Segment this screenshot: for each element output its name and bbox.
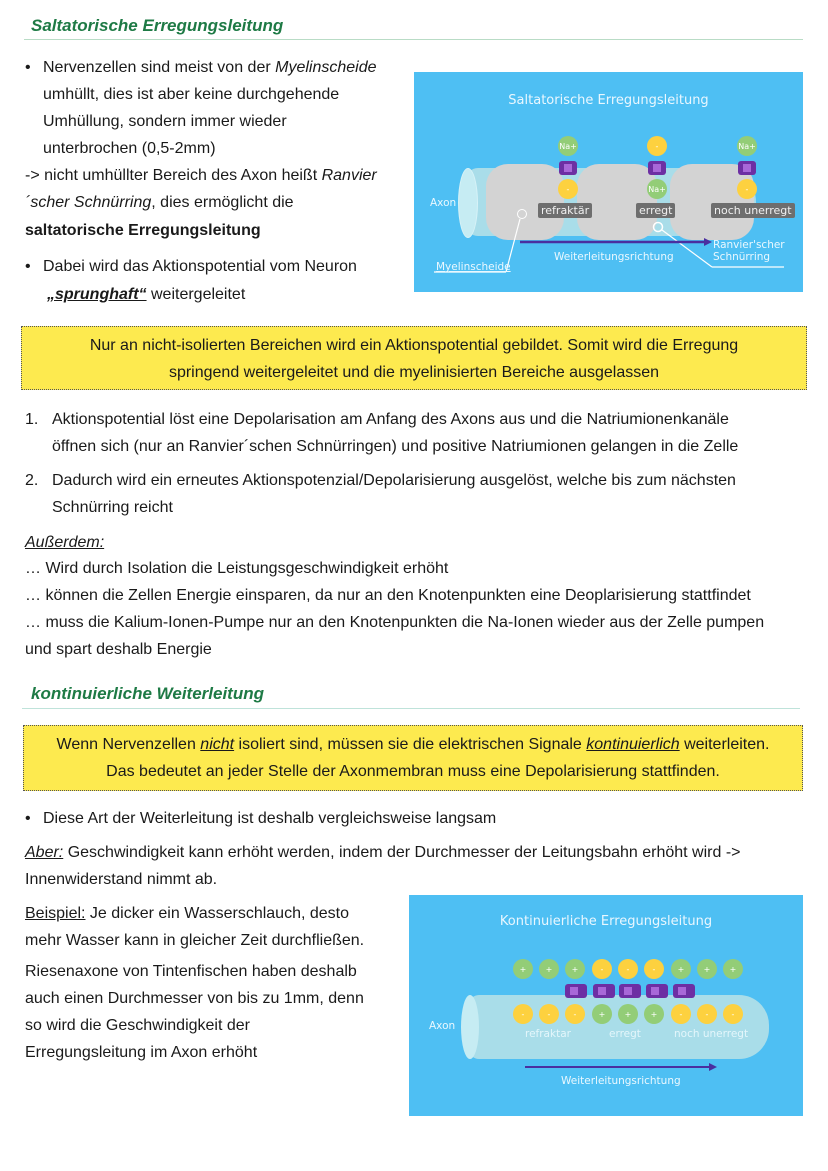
- negative-ion: -: [723, 1004, 743, 1024]
- state-label-unexcited: noch unerregt: [674, 1028, 749, 1040]
- ausserdem-line: … können die Zellen Energie einsparen, da nur an den Knotenpunkten eine Deoplarisierung stattfindet: [25, 587, 751, 604]
- diagram-title: Saltatorische Erregungsleitung: [508, 93, 709, 108]
- callout-line: Nur an nicht-isolierten Bereichen wird ein Aktionspotential gebildet. Somit wird die Erregung: [89, 337, 739, 354]
- step-text: Schnürring reicht: [52, 499, 173, 516]
- callout-line: Wenn Nervenzellen nicht isoliert sind, müssen sie die elektrischen Signale kontinuierlich weiterleiten.: [56, 736, 770, 753]
- sodium-ion: Na+: [737, 136, 757, 156]
- saltatory-diagram: [414, 72, 803, 292]
- negative-ion: -: [592, 959, 612, 979]
- section-heading-kontinuierlich: kontinuierliche Weiterleitung: [31, 684, 264, 703]
- charge-ion: -: [558, 179, 578, 199]
- state-label-refractory: refraktar: [525, 1028, 571, 1040]
- beispiel-line: mehr Wasser kann in gleicher Zeit durchfließen.: [25, 932, 365, 949]
- direction-label: Weiterleitungsrichtung: [554, 251, 674, 263]
- ranvier-label: Schnürring: [713, 251, 771, 263]
- aber-line: Innenwiderstand nimmt ab.: [25, 871, 218, 888]
- bullet-line: umhüllt, dies ist aber keine durchgehende: [43, 86, 340, 103]
- state-label-excited: erregt: [636, 203, 675, 218]
- sodium-ion: Na+: [558, 136, 578, 156]
- myelin-label: Myelinscheide: [436, 261, 511, 273]
- state-label-refractory: refraktär: [538, 203, 592, 218]
- charge-ion: -: [737, 179, 757, 199]
- axon-label: Axon: [430, 197, 457, 209]
- heading-rule: [22, 708, 800, 709]
- beispiel-line: auch einen Durchmesser von bis zu 1mm, denn: [25, 990, 364, 1007]
- positive-ion: +: [671, 959, 691, 979]
- state-label-excited: erregt: [609, 1028, 641, 1040]
- bullet-line: • Dabei wird das Aktionspotential vom Neuron: [43, 257, 357, 277]
- sodium-ion: Na+: [647, 179, 667, 199]
- callout-continuous: [23, 725, 803, 791]
- aber-line: Aber: Geschwindigkeit kann erhöht werden, indem der Durchmesser der Leitungsbahn erhöht wird ->: [25, 844, 741, 861]
- negative-ion: -: [565, 1004, 585, 1024]
- note-bold-term: saltatorische Erregungsleitung: [25, 222, 261, 239]
- direction-label: Weiterleitungsrichtung: [561, 1075, 681, 1087]
- axon-label: Axon: [429, 1020, 456, 1032]
- step-text: Aktionspotential löst eine Depolarisation am Anfang des Axons aus und die Natriumionenkanäle: [52, 411, 729, 428]
- step-number: 2.: [25, 472, 39, 489]
- beispiel-line: Beispiel: Je dicker ein Wasserschlauch, desto: [25, 905, 350, 922]
- callout-line: Das bedeutet an jeder Stelle der Axonmembran muss eine Depolarisierung stattfinden.: [106, 763, 720, 780]
- ausserdem-label: Außerdem:: [25, 534, 105, 551]
- negative-ion: -: [671, 1004, 691, 1024]
- step-text: Dadurch wird ein erneutes Aktionspotenzial/Depolarisierung ausgelöst, welche bis zum nächsten: [52, 472, 736, 489]
- bullet-line: • Diese Art der Weiterleitung ist deshalb vergleichsweise langsam: [43, 809, 496, 829]
- diagram-title: Kontinuierliche Erregungsleitung: [499, 914, 713, 929]
- heading-rule: [24, 39, 803, 40]
- ausserdem-line: und spart deshalb Energie: [25, 641, 212, 658]
- bullet-line: „sprunghaft“ weitergeleitet: [47, 286, 246, 303]
- positive-ion: +: [565, 959, 585, 979]
- step-number: 1.: [25, 411, 39, 428]
- state-label-unexcited: noch unerregt: [711, 203, 795, 218]
- ausserdem-line: … muss die Kalium-Ionen-Pumpe nur an den Knotenpunkten die Na-Ionen wieder aus der Zelle pumpen: [25, 614, 765, 631]
- positive-ion: +: [723, 959, 743, 979]
- step-text: öffnen sich (nur an Ranvier´schen Schnürringen) und positive Natriumionen gelangen in die Zelle: [52, 438, 739, 455]
- ranvier-label: Ranvier'scher: [713, 239, 785, 251]
- negative-ion: -: [644, 959, 664, 979]
- positive-ion: +: [644, 1004, 664, 1024]
- ausserdem-line: … Wird durch Isolation die Leistungsgeschwindigkeit erhöht: [25, 560, 449, 577]
- negative-ion: -: [539, 1004, 559, 1024]
- negative-ion: -: [618, 959, 638, 979]
- positive-ion: +: [539, 959, 559, 979]
- charge-ion: -: [647, 136, 667, 156]
- continuous-diagram: [409, 895, 803, 1116]
- section-heading-saltatorisch: Saltatorische Erregungsleitung: [31, 16, 284, 35]
- beispiel-line: Erregungsleitung im Axon erhöht: [25, 1044, 258, 1061]
- bullet-line: Umhüllung, sondern immer wieder: [43, 113, 287, 130]
- note-line: -> nicht umhüllter Bereich des Axon heißt Ranvier: [25, 167, 377, 184]
- bullet-line: • Nervenzellen sind meist von der Myelinscheide: [43, 58, 377, 78]
- beispiel-line: so wird die Geschwindigkeit der: [25, 1017, 250, 1034]
- positive-ion: +: [513, 959, 533, 979]
- callout-saltatory: [21, 326, 807, 390]
- positive-ion: +: [697, 959, 717, 979]
- negative-ion: -: [697, 1004, 717, 1024]
- beispiel-line: Riesenaxone von Tintenfischen haben deshalb: [25, 963, 357, 980]
- bullet-line: unterbrochen (0,5-2mm): [43, 140, 216, 157]
- negative-ion: -: [513, 1004, 533, 1024]
- callout-line: springend weitergeleitet und die myelinisierten Bereiche ausgelassen: [168, 364, 660, 381]
- positive-ion: +: [618, 1004, 638, 1024]
- positive-ion: +: [592, 1004, 612, 1024]
- note-line: ´scher Schnürring, dies ermöglicht die: [25, 194, 294, 211]
